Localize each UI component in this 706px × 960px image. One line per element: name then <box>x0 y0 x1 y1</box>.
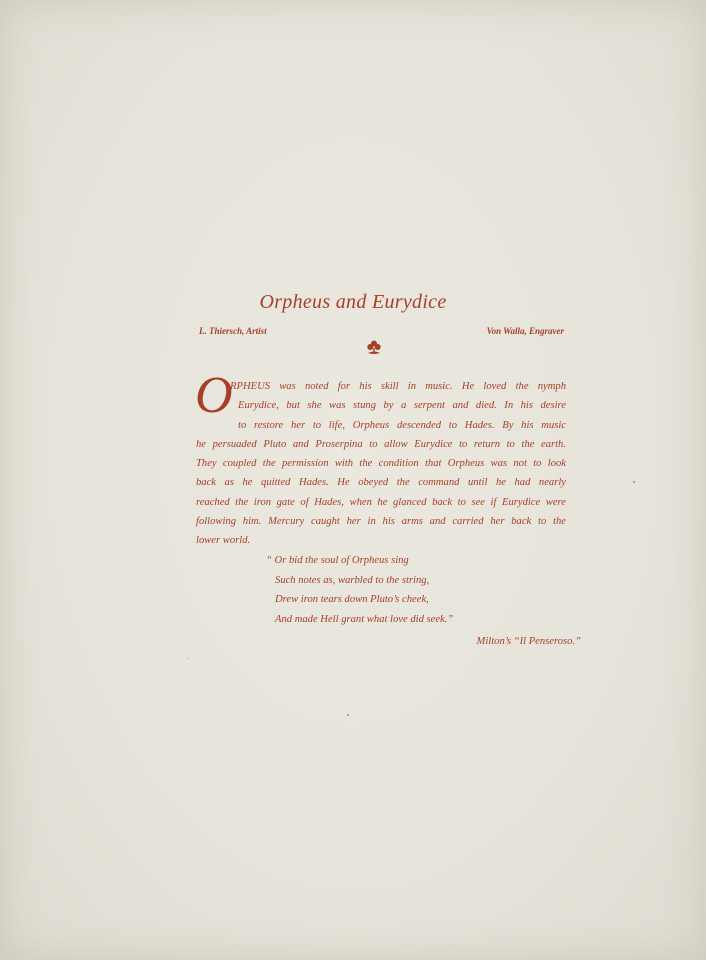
body-line: he persuaded Pluto and Proserpina to allow Eurydice to return to the earth. <box>196 438 566 450</box>
engraver-credit: Von Walla, Engraver <box>486 326 564 336</box>
verse-quote <box>266 551 566 629</box>
verse-line: Such notes as, warbled to the string, <box>275 574 430 586</box>
page-title: Orpheus and Eurydice <box>259 291 447 313</box>
verse-line: And made Hell grant what love did seek.” <box>275 613 454 625</box>
body-line: to restore her to life, Orpheus descended to Hades. By his music <box>238 419 566 431</box>
verse-attribution: Milton’s “Il Penseroso.” <box>476 636 581 647</box>
verse-line: “ Or bid the soul of Orpheus sing <box>266 555 409 566</box>
body-line: RPHEUS was noted for his skill in music. He loved the nymph <box>230 381 566 392</box>
verse-line: Drew iron tears down Pluto’s cheek, <box>275 594 429 605</box>
clover-ornament-icon <box>364 338 384 358</box>
body-paragraph <box>196 377 566 551</box>
body-line: lower world. <box>196 535 251 547</box>
paper-speck <box>187 658 188 659</box>
body-line: Eurydice, but she was stung by a serpent and died. In his desire <box>238 400 566 412</box>
paper-speck <box>347 714 349 716</box>
body-line: following him. Mercury caught her in his arms and carried her back to the <box>196 516 566 528</box>
body-line: reached the iron gate of Hades, when he glanced back to see if Eurydice were <box>196 496 566 508</box>
drop-cap: O <box>195 367 233 424</box>
body-line: They coupled the permission with the condition that Orpheus was not to look <box>196 458 566 470</box>
body-line: back as he quitted Hades. He obeyed the command until he had nearly <box>196 477 566 489</box>
paper-speck <box>633 481 635 483</box>
artist-credit: L. Thiersch, Artist <box>199 326 267 336</box>
